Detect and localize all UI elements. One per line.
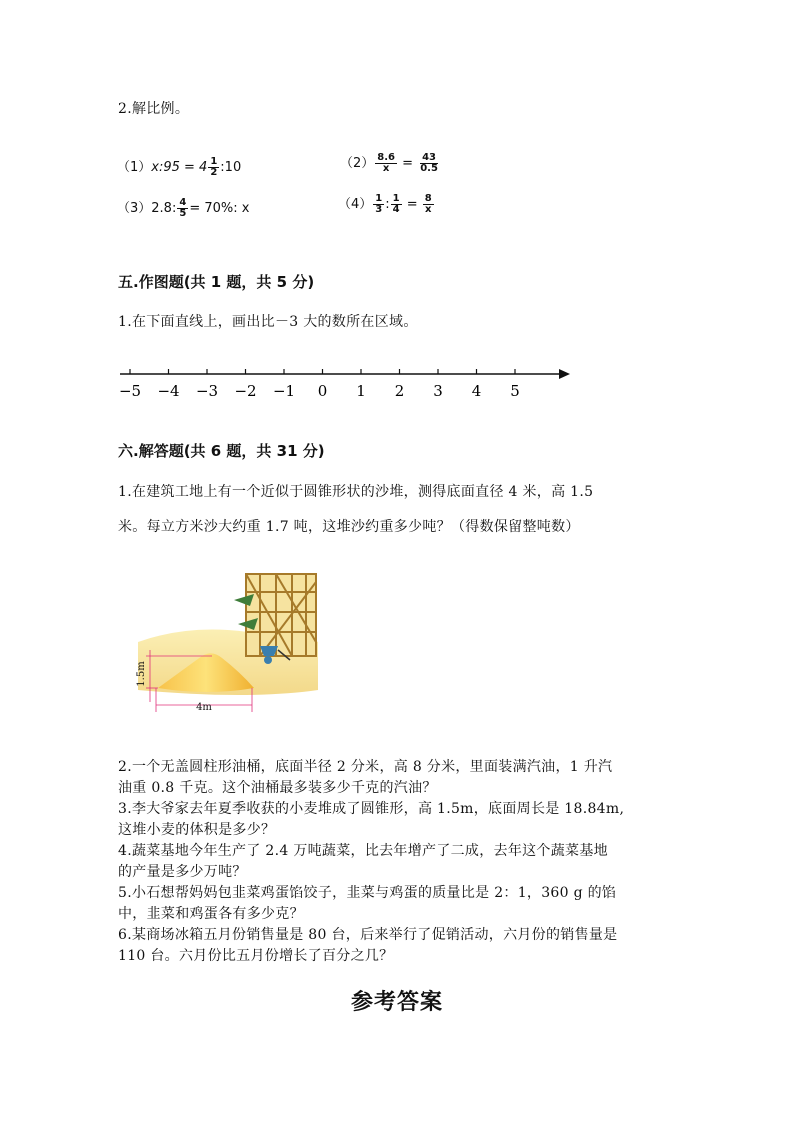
height-label: 1.5m: [136, 661, 147, 687]
section-6-question-5-line-1: 5.小石想帮妈妈包韭菜鸡蛋馅饺子，韭菜与鸡蛋的质量比是 2：1，360 g 的馅: [118, 885, 617, 901]
number-line-label: −4: [157, 382, 180, 400]
equation-4: [338, 193, 435, 216]
number-line-label: 2: [394, 382, 405, 400]
number-line-label: −5: [118, 382, 142, 400]
fraction: $\frac{1}{3}$: [375, 192, 383, 215]
section-6-question-5-line-2: 中，韭菜和鸡蛋各有多少克？: [118, 906, 304, 922]
equation-label: （4）: [338, 197, 373, 212]
equation-lhs: x:95 = 4: [151, 160, 208, 175]
number-line-label: 1: [356, 382, 366, 400]
section-6-question-3-line-2: 这堆小麦的体积是多少？: [118, 822, 276, 838]
section-6-question-4-line-2: 的产量是多少万吨？: [118, 864, 247, 880]
fraction: $\frac{43}{0.5}$: [420, 151, 438, 174]
question-2-heading: 2.解比例。: [118, 101, 190, 117]
equation-1: [117, 156, 241, 179]
equation-label: （3）: [117, 201, 152, 216]
number-line-label: 4: [471, 382, 482, 400]
scaffolding: [246, 574, 316, 656]
equation-3: [117, 197, 249, 220]
number-line-label: −2: [234, 382, 257, 400]
equation-label: （2）: [340, 156, 375, 171]
section-5-question-1: 1.在下面直线上，画出比－3 大的数所在区域。: [118, 314, 418, 330]
equation-rhs: = 70%: x: [189, 201, 250, 216]
section-6-question-1-line-2: 米。每立方米沙大约重 1.7 吨，这堆沙约重多少吨？（得数保留整吨数）: [118, 519, 580, 535]
answer-key-title: 参考答案: [350, 989, 443, 1015]
equation-2: [340, 152, 441, 175]
section-6-question-2-line-1: 2.一个无盖圆柱形油桶，底面半径 2 分米，高 8 分米，里面装满汽油，1 升汽: [118, 759, 613, 775]
number-line-label: −1: [272, 382, 296, 400]
fraction: $\frac{8}{x}$: [424, 192, 432, 215]
number-line-label: 0: [317, 382, 328, 400]
section-6-question-6-line-1: 6.某商场冰箱五月份销售量是 80 台，后来举行了促销活动，六月份的销售量是: [118, 927, 618, 943]
fraction: $\frac{4}{5}$: [179, 196, 187, 219]
colon: :: [385, 197, 390, 212]
number-line-label: 3: [433, 382, 443, 400]
section-6-question-6-line-2: 110 台。六月份比五月份增长了百分之几？: [118, 948, 394, 964]
section-5-title: 五.作图题(共 1 题，共 5 分): [118, 273, 315, 291]
equation-lhs: 2.8:: [151, 201, 177, 216]
fraction: $\frac{1}{2}$: [210, 155, 218, 178]
equals-sign: =: [406, 197, 418, 212]
section-6-question-3-line-1: 3.李大爷家去年夏季收获的小麦堆成了圆锥形，高 1.5m，底面周长是 18.84m,: [118, 801, 625, 817]
section-6-title: 六.解答题(共 6 题，共 31 分): [118, 442, 325, 460]
fraction: $\frac{8.6}{x}$: [377, 151, 395, 174]
diameter-label: 4m: [196, 702, 212, 713]
section-6-question-1-line-1: 1.在建筑工地上有一个近似于圆锥形状的沙堆，测得底面直径 4 米，高 1.5: [118, 484, 594, 500]
sand-pile-figure: [128, 572, 324, 718]
number-line-label: 5: [510, 382, 520, 400]
equation-rhs: :10: [220, 160, 242, 175]
arrow-head-icon: [559, 369, 570, 379]
number-line-label: −3: [195, 382, 219, 400]
section-6-question-2-line-2: 油重 0.8 千克。这个油桶最多装多少千克的汽油？: [118, 780, 437, 796]
fraction: $\frac{1}{4}$: [392, 192, 400, 215]
equation-label: （1）: [117, 160, 152, 175]
number-line: [110, 360, 580, 404]
equals-sign: =: [402, 156, 414, 171]
section-6-question-4-line-1: 4.蔬菜基地今年生产了 2.4 万吨蔬菜，比去年增产了二成，去年这个蔬菜基地: [118, 843, 608, 859]
